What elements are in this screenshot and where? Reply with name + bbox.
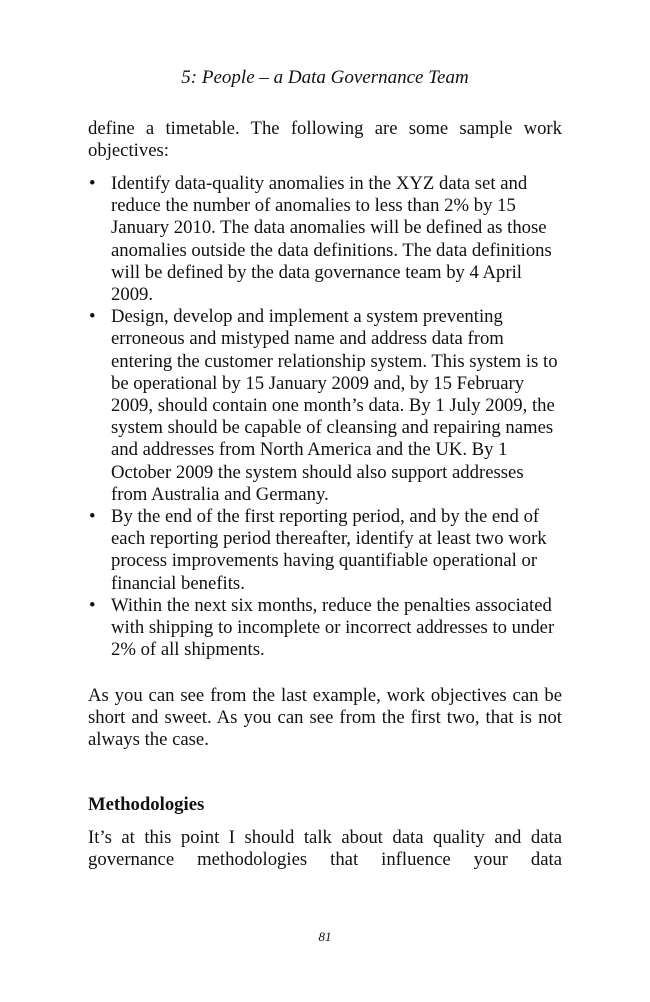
methodologies-paragraph: It’s at this point I should talk about data quality and data governance methodologies that influence your data [88, 827, 562, 871]
objective-item [88, 506, 562, 595]
objective-text: Design, develop and implement a system preventing erroneous and mistyped name and address data from entering the customer relationship system. This system is to be operational by 15 January 2009 and, by 15 February 2009, should contain one month’s data. By 1 July 2009, the system should be capable of cleansing and repairing names and addresses from North America and the UK. By 1 October 2009 the system should also support addresses from Australia and Germany. [111, 306, 558, 505]
objective-item [88, 173, 562, 306]
page-number: 81 [318, 929, 332, 944]
objective-item [88, 306, 562, 506]
bullet-icon: • [89, 594, 96, 616]
objective-text: Identify data-quality anomalies in the XYZ data set and reduce the number of anomalies to less than 2% by 15 January 2010. The data anomalies will be defined as those anomalies outside the data definitions. The data definitions will be defined by the data governance team by 4 April 2009. [111, 173, 552, 306]
objective-item [88, 595, 562, 662]
intro-paragraph: define a timetable. The following are some sample work objectives: [88, 118, 562, 162]
running-head: 5: People – a Data Governance Team [181, 67, 469, 88]
section-heading: Methodologies [88, 794, 205, 815]
objective-text: Within the next six months, reduce the penalties associated with shipping to incomplete or incorrect addresses to under 2% of all shipments. [111, 594, 555, 661]
closing-paragraph: As you can see from the last example, work objectives can be short and sweet. As you can see from the first two, that is not always the case. [88, 685, 562, 751]
bullet-icon: • [89, 306, 96, 328]
objective-text: By the end of the first reporting period, and by the end of each reporting period thereafter, identify at least two work process improvements having quantifiable operational or financial benefits. [111, 506, 547, 594]
bullet-icon: • [89, 506, 96, 528]
objectives-list [88, 173, 562, 661]
bullet-icon: • [89, 173, 96, 194]
